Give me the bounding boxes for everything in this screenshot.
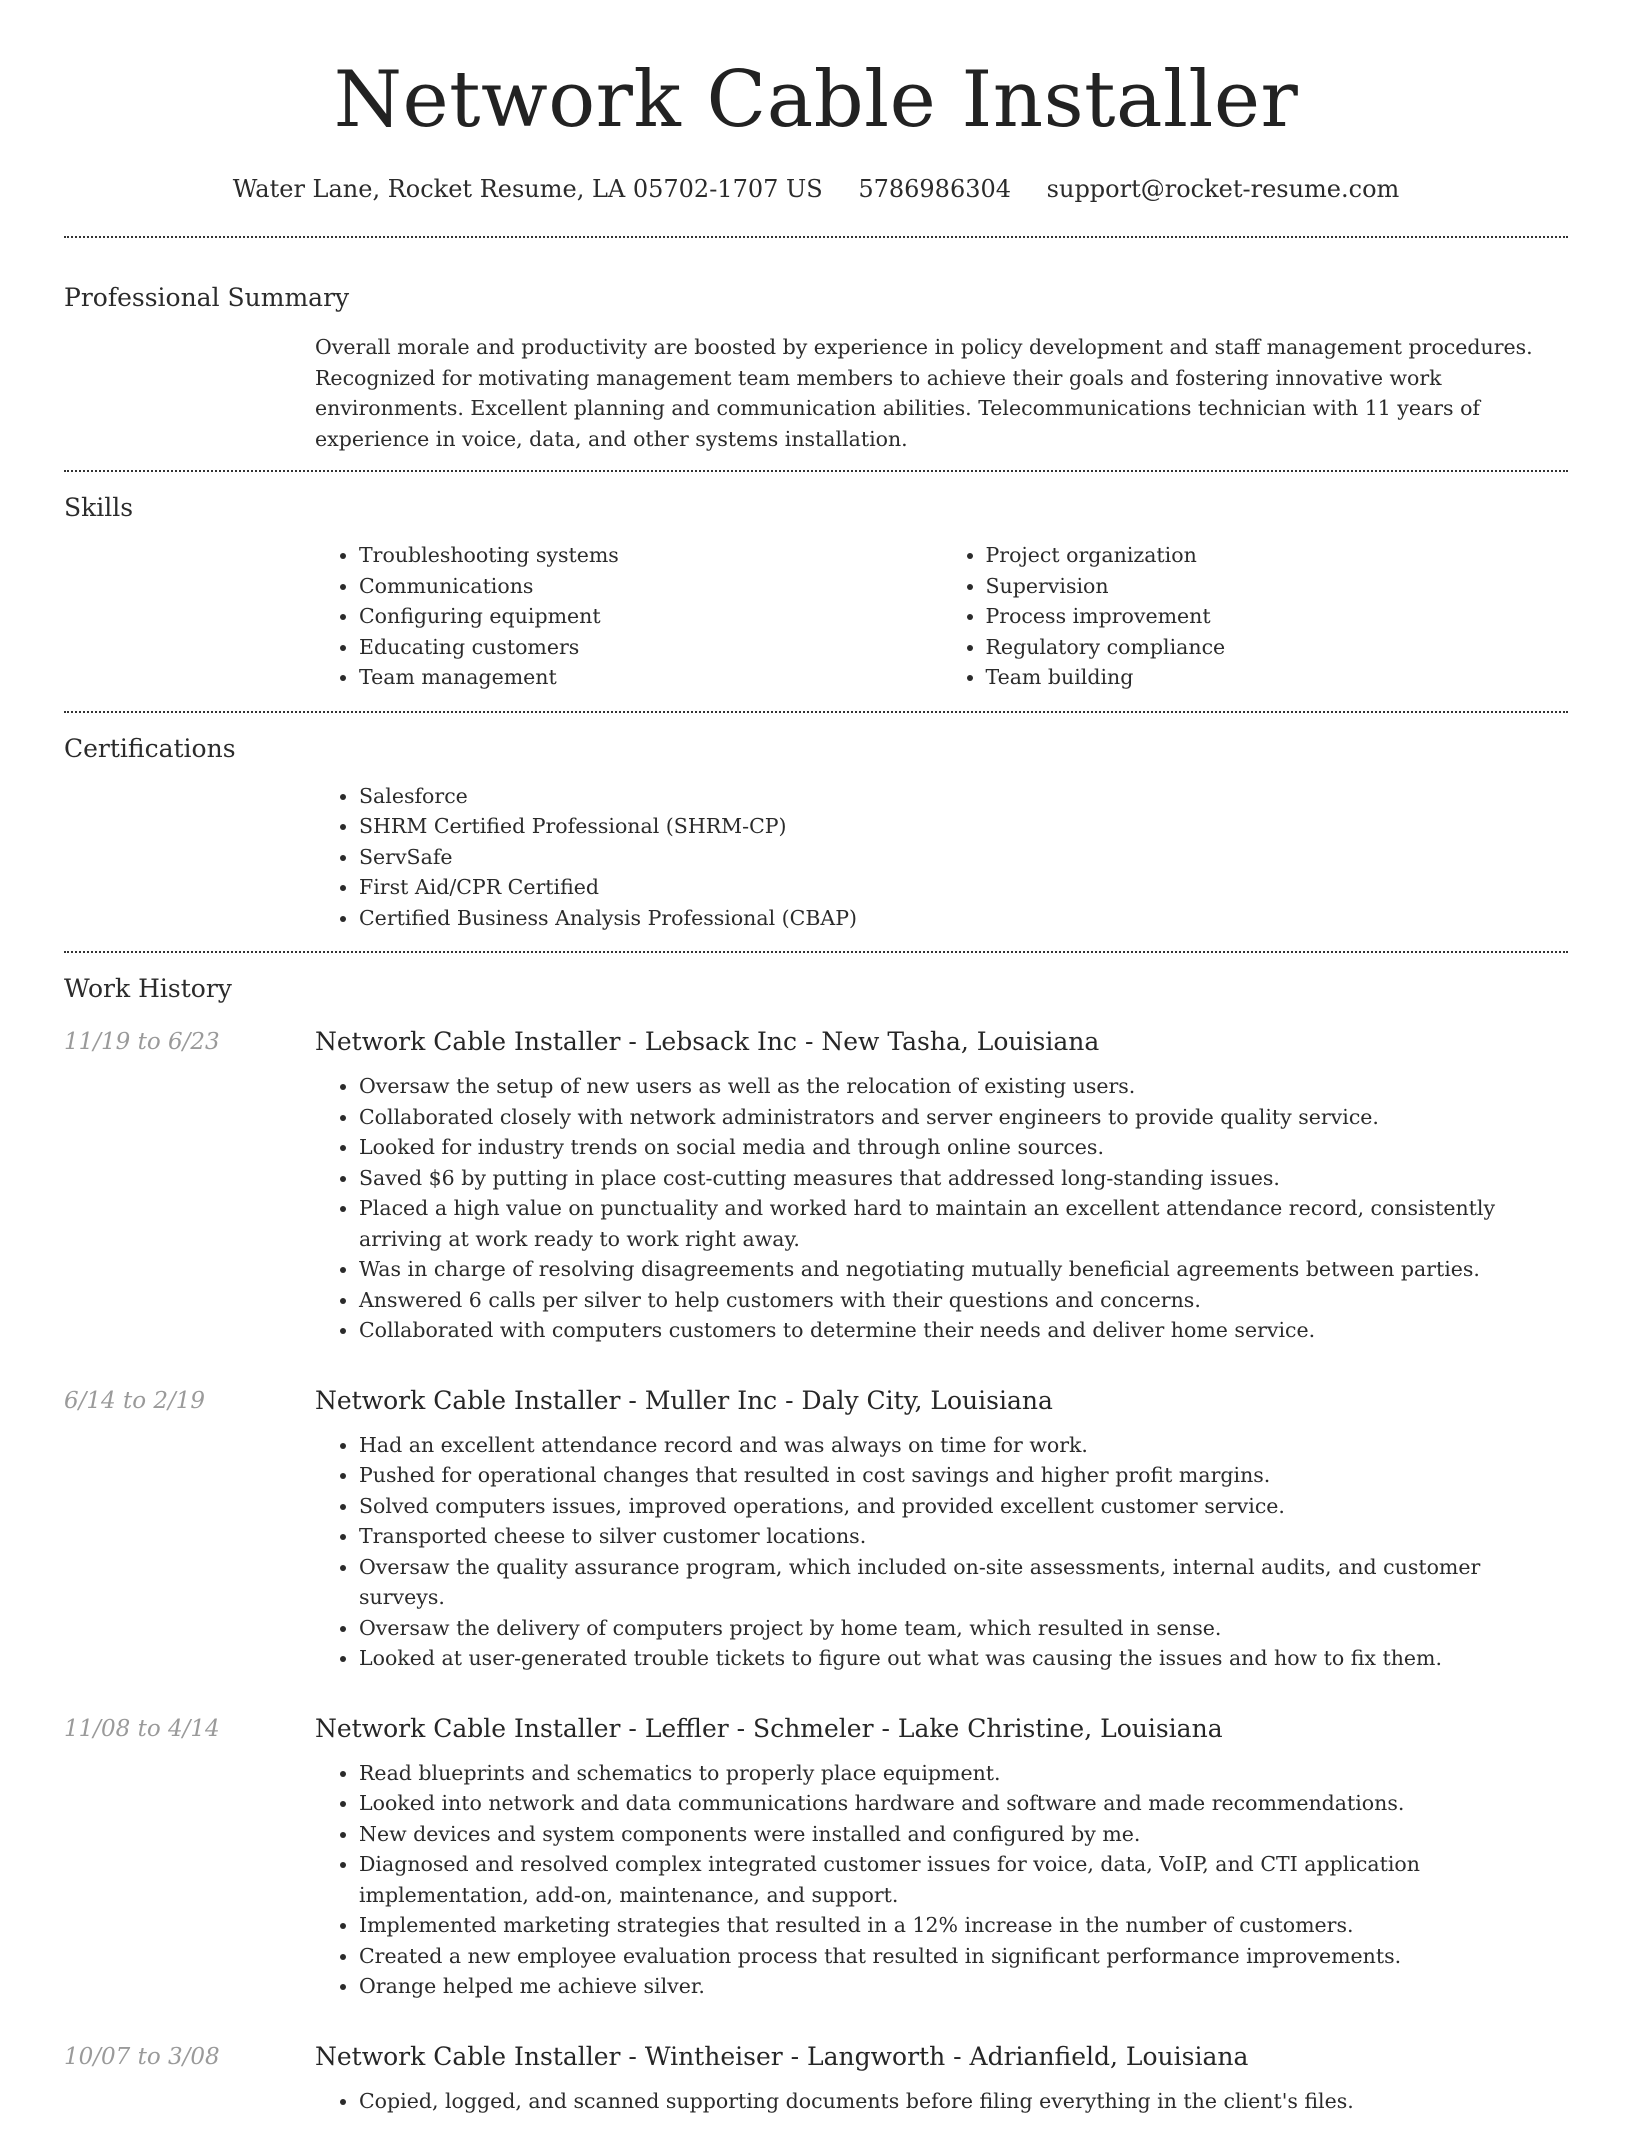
skill-item: • Regulatory compliance bbox=[986, 632, 1569, 663]
job-dates: 11/19 to 6/23 bbox=[64, 1025, 315, 1366]
skill-item: • Supervision bbox=[986, 571, 1569, 602]
skill-item: • Educating customers bbox=[359, 632, 942, 663]
certification-item: • Certified Business Analysis Professional (CBAP) bbox=[359, 903, 1568, 934]
job-entry bbox=[64, 1384, 1568, 1694]
contact-email: support@rocket-resume.com bbox=[1047, 175, 1400, 203]
job-bullet: • Placed a high value on punctuality and worked hard to maintain an excellent attendance record, consistently arriving at work ready to work right away. bbox=[359, 1193, 1568, 1254]
job-bullet: • Transported cheese to silver customer locations. bbox=[359, 1521, 1568, 1552]
job-bullet: • Oversaw the setup of new users as well as the relocation of existing users. bbox=[359, 1071, 1568, 1102]
summary-text: Overall morale and productivity are boosted by experience in policy development and staff management procedures. Recognized for motivating management team members to achieve their goals and fostering innovative work environments. Excellent planning and communication abilities. Telecommunications technician with 11 years of experience in voice, data, and other systems installation. bbox=[315, 332, 1568, 454]
job-bullet: • Looked at user-generated trouble tickets to figure out what was causing the issues and how to fix them. bbox=[359, 1643, 1568, 1674]
skill-item: • Team building bbox=[986, 662, 1569, 693]
skill-item: • Team management bbox=[359, 662, 942, 693]
job-bullets bbox=[315, 1071, 1568, 1346]
certification-item: • SHRM Certified Professional (SHRM-CP) bbox=[359, 811, 1568, 842]
skill-item: • Project organization bbox=[986, 540, 1569, 571]
job-title: Network Cable Installer - Leffler - Schmeler - Lake Christine, Louisiana bbox=[315, 1712, 1568, 1746]
job-bullets bbox=[315, 2086, 1568, 2117]
job-bullet: • Copied, logged, and scanned supporting documents before filing everything in the client's files. bbox=[359, 2086, 1568, 2117]
skills-left-list bbox=[315, 540, 942, 693]
skills-grid bbox=[315, 540, 1568, 693]
work-history-title: Work History bbox=[64, 971, 1568, 1007]
job-bullet: • Collaborated closely with network administrators and server engineers to provide quality service. bbox=[359, 1102, 1568, 1133]
job-bullet: • Answered 6 calls per silver to help customers with their questions and concerns. bbox=[359, 1285, 1568, 1316]
job-bullet: • Saved $6 by putting in place cost-cutting measures that addressed long-standing issues. bbox=[359, 1163, 1568, 1194]
job-bullet: • Diagnosed and resolved complex integrated customer issues for voice, data, VoIP, and CTI application implementation, add-on, maintenance, and support. bbox=[359, 1849, 1568, 1910]
job-dates: 6/14 to 2/19 bbox=[64, 1384, 315, 1694]
job-bullet: • Was in charge of resolving disagreements and negotiating mutually beneficial agreements between parties. bbox=[359, 1254, 1568, 1285]
job-entry bbox=[64, 2040, 1568, 2136]
job-dates: 11/08 to 4/14 bbox=[64, 1712, 315, 2022]
skills-section bbox=[64, 472, 1568, 693]
job-bullets bbox=[315, 1758, 1568, 2002]
skill-item: • Troubleshooting systems bbox=[359, 540, 942, 571]
job-bullet: • Pushed for operational changes that resulted in cost savings and higher profit margins. bbox=[359, 1460, 1568, 1491]
summary-title: Professional Summary bbox=[64, 280, 1568, 316]
resume-header bbox=[64, 0, 1568, 206]
job-bullet: • Created a new employee evaluation process that resulted in significant performance improvements. bbox=[359, 1941, 1568, 1972]
job-bullet: • New devices and system components were installed and configured by me. bbox=[359, 1819, 1568, 1850]
skill-item: • Configuring equipment bbox=[359, 601, 942, 632]
certification-item: • Salesforce bbox=[359, 781, 1568, 812]
candidate-name: Network Cable Installer bbox=[64, 48, 1568, 152]
contact-address: Water Lane, Rocket Resume, LA 05702-1707 US bbox=[233, 175, 823, 203]
work-history-section bbox=[64, 953, 1568, 2136]
job-dates: 10/07 to 3/08 bbox=[64, 2040, 315, 2136]
certifications-section bbox=[64, 713, 1568, 934]
job-bullet: • Had an excellent attendance record and was always on time for work. bbox=[359, 1430, 1568, 1461]
contact-phone: 5786986304 bbox=[858, 175, 1011, 203]
job-bullet: • Implemented marketing strategies that resulted in a 12% increase in the number of customers. bbox=[359, 1910, 1568, 1941]
certification-item: • ServSafe bbox=[359, 842, 1568, 873]
skills-right-list bbox=[942, 540, 1569, 693]
job-title: Network Cable Installer - Lebsack Inc - New Tasha, Louisiana bbox=[315, 1025, 1568, 1059]
job-bullet: • Collaborated with computers customers to determine their needs and deliver home service. bbox=[359, 1315, 1568, 1346]
skill-item: • Communications bbox=[359, 571, 942, 602]
job-bullet: • Solved computers issues, improved operations, and provided excellent customer service. bbox=[359, 1491, 1568, 1522]
job-bullet: • Looked into network and data communications hardware and software and made recommendations. bbox=[359, 1788, 1568, 1819]
skills-title: Skills bbox=[64, 490, 1568, 526]
job-bullet: • Oversaw the quality assurance program, which included on-site assessments, internal audits, and customer surveys. bbox=[359, 1552, 1568, 1613]
certification-item: • First Aid/CPR Certified bbox=[359, 872, 1568, 903]
job-bullet: • Looked for industry trends on social media and through online sources. bbox=[359, 1132, 1568, 1163]
job-bullet: • Orange helped me achieve silver. bbox=[359, 1971, 1568, 2002]
job-entry bbox=[64, 1025, 1568, 1366]
certifications-list bbox=[315, 781, 1568, 934]
job-bullets bbox=[315, 1430, 1568, 1674]
job-bullet: • Read blueprints and schematics to properly place equipment. bbox=[359, 1758, 1568, 1789]
skill-item: • Process improvement bbox=[986, 601, 1569, 632]
contact-line bbox=[64, 172, 1568, 206]
job-title: Network Cable Installer - Wintheiser - Langworth - Adrianfield, Louisiana bbox=[315, 2040, 1568, 2074]
certifications-title: Certifications bbox=[64, 731, 1568, 767]
job-entry bbox=[64, 1712, 1568, 2022]
summary-section bbox=[64, 238, 1568, 454]
job-bullet: • Oversaw the delivery of computers project by home team, which resulted in sense. bbox=[359, 1613, 1568, 1644]
job-title: Network Cable Installer - Muller Inc - Daly City, Louisiana bbox=[315, 1384, 1568, 1418]
